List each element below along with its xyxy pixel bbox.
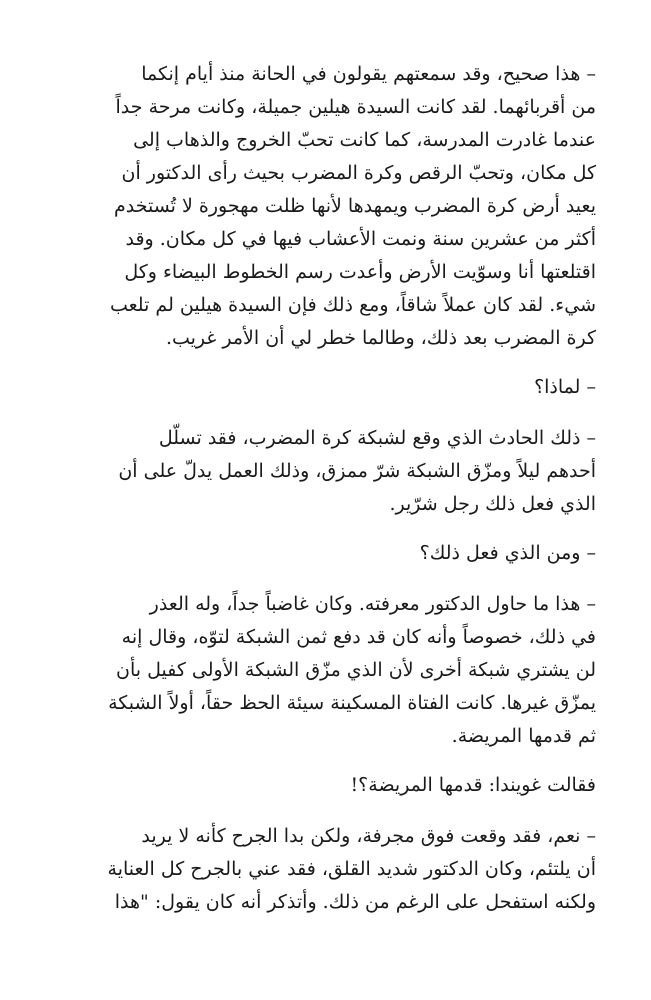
text-line: يمزّق غيرها. كانت الفتاة المسكينة سيئة الحظ حقاً، أولاً الشبكة	[108, 692, 596, 714]
paragraph-3	[56, 422, 596, 521]
book-page	[56, 58, 596, 935]
paragraph-6	[56, 769, 596, 802]
text-line: من أقربائهما. لقد كانت السيدة هيلين جميلة، وكانت مرحة جداً	[115, 96, 596, 118]
text-line: – هذا ما حاول الدكتور معرفته. وكان غاضباً جداً، وله العذر	[149, 593, 596, 615]
text-line: – ومن الذي فعل ذلك؟	[419, 542, 596, 564]
text-line: في ذلك، خصوصاً وأنه كان قد دفع ثمن الشبكة لتوّه، وقال إنه	[121, 626, 596, 648]
text-line: فقالت غويندا: قدمها المريضة؟!	[350, 774, 596, 796]
text-line: عندما غادرت المدرسة، كما كانت تحبّ الخروج والذهاب إلى	[133, 129, 596, 151]
text-line: – لماذا؟	[534, 376, 596, 398]
text-line: الذي فعل ذلك رجل شرّير.	[389, 493, 596, 515]
text-line: – نعم، فقد وقعت فوق مجرفة، ولكن بدا الجرح كأنه لا يريد	[141, 825, 596, 847]
text-line: – ذلك الحادث الذي وقع لشبكة كرة المضرب، فقد تسلّل	[158, 427, 596, 449]
text-line: كرة المضرب بعد ذلك، وطالما خطر لي أن الأمر غريب.	[165, 327, 596, 349]
text-line: – هذا صحيح، وقد سمعتهم يقولون في الحانة منذ أيام إنكما	[141, 63, 596, 85]
paragraph-4	[56, 537, 596, 570]
text-line: لن يشتري شبكة أخرى لأن الذي مزّق الشبكة الأولى كفيل بأن	[116, 659, 596, 681]
paragraph-1	[56, 58, 596, 355]
text-line: أن يلتئم، وكان الدكتور شديد القلق، فقد عني بالجرح كل العناية	[107, 858, 596, 880]
text-line: اقتلعتها أنا وسوّيت الأرض وأعدت رسم الخطوط البيضاء وكل	[124, 261, 596, 283]
paragraph-7	[56, 820, 596, 919]
text-line: يعيد أرض كرة المضرب ويمهدها لأنها ظلت مهجورة لا تُستخدم	[113, 195, 596, 217]
text-line: شيء. لقد كان عملاً شاقاً، ومع ذلك فإن السيدة هيلين لم تلعب	[109, 294, 596, 316]
paragraph-2	[56, 371, 596, 404]
text-line: ولكنه استفحل على الرغم من ذلك. وأتذكر أنه كان يقول: "هذا	[114, 891, 596, 913]
text-line: ثم قدمها المريضة.	[451, 725, 596, 747]
paragraph-5	[56, 588, 596, 753]
text-line: أحدهم ليلاً ومزّق الشبكة شرّ ممزق، وذلك العمل يدلّ على أن	[118, 460, 596, 482]
text-line: أكثر من عشرين سنة ونمت الأعشاب فيها في كل مكان. وقد	[125, 228, 596, 250]
text-line: كل مكان، وتحبّ الرقص وكرة المضرب بحيث رأى الدكتور أن	[121, 162, 596, 184]
